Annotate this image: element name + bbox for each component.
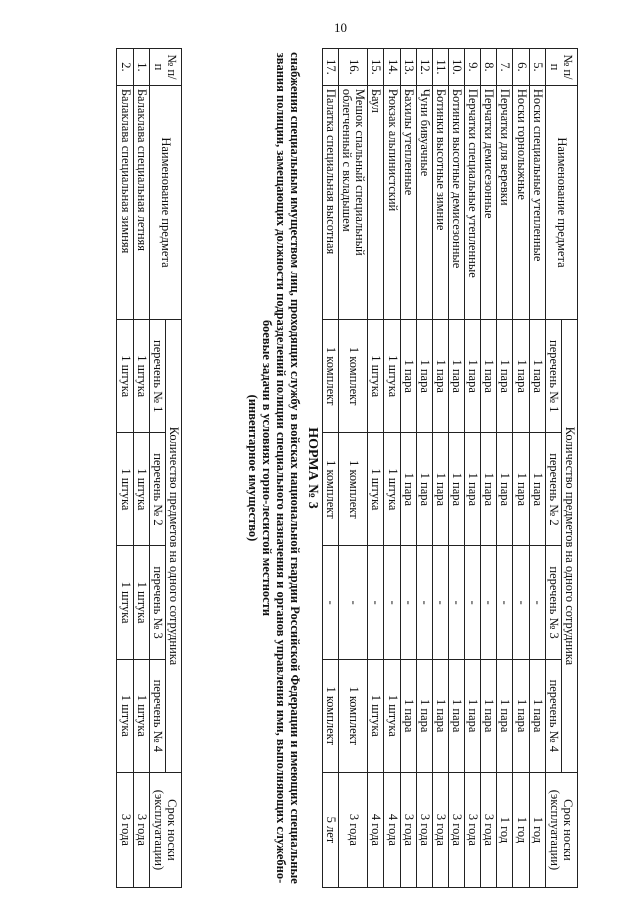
cell-term: 4 года: [368, 772, 384, 887]
header-term: Срок носки (эксплуатации): [149, 772, 181, 887]
header-list1: перечень № 1: [545, 320, 561, 433]
norm-table-3: [117, 48, 183, 888]
header-list1: перечень № 1: [149, 320, 165, 433]
cell-term: 3 года: [416, 772, 432, 887]
cell-list3: -: [497, 546, 513, 659]
cell-name: Перчатки демисезонные: [481, 85, 497, 319]
cell-num: 16.: [339, 49, 368, 86]
table-row: [449, 49, 465, 888]
cell-list1: 1 пара: [465, 320, 481, 433]
cell-num: 2.: [117, 49, 133, 86]
header-name: Наименование предмета: [545, 85, 577, 319]
cell-list2: 1 пара: [497, 433, 513, 546]
cell-list1: 1 штука: [117, 320, 133, 433]
cell-list1: 1 пара: [529, 320, 545, 433]
cell-list1: 1 штука: [384, 320, 400, 433]
cell-num: 17.: [323, 49, 339, 86]
header-name: Наименование предмета: [149, 85, 181, 319]
cell-name: Рюкзак альпинистский: [384, 85, 400, 319]
cell-list1: 1 пара: [432, 320, 448, 433]
norma-heading: [246, 48, 320, 888]
cell-num: 13.: [400, 49, 416, 86]
cell-list1: 1 пара: [449, 320, 465, 433]
cell-term: 1 год: [529, 772, 545, 887]
cell-term: 3 года: [449, 772, 465, 887]
table2-body: [117, 49, 149, 888]
cell-list2: 1 штука: [384, 433, 400, 546]
cell-list1: 1 штука: [133, 320, 149, 433]
header-term: Срок носки (эксплуатации): [545, 772, 577, 887]
cell-list2: 1 пара: [481, 433, 497, 546]
header-qty-group: Количество предметов на одного сотрудника: [165, 320, 181, 773]
cell-list3: -: [339, 546, 368, 659]
header-list3: перечень № 3: [149, 546, 165, 659]
table-row: [384, 49, 400, 888]
cell-list1: 1 пара: [513, 320, 529, 433]
cell-list4: 1 штука: [133, 659, 149, 772]
cell-num: 5.: [529, 49, 545, 86]
cell-name: Чуни бивуачные: [416, 85, 432, 319]
cell-list4: 1 пара: [481, 659, 497, 772]
cell-name: Носки специальные утепленные: [529, 85, 545, 319]
cell-term: 3 года: [339, 772, 368, 887]
cell-term: 3 года: [400, 772, 416, 887]
cell-list3: -: [513, 546, 529, 659]
cell-num: 11.: [432, 49, 448, 86]
cell-name: Носки горнолыжные: [513, 85, 529, 319]
cell-list2: 1 пара: [432, 433, 448, 546]
cell-list3: -: [368, 546, 384, 659]
header-num: № п/п: [545, 49, 577, 86]
cell-name: Палатка специальная высотная: [323, 85, 339, 319]
cell-list2: 1 штука: [133, 433, 149, 546]
table-row: [529, 49, 545, 888]
header-list2: перечень № 2: [149, 433, 165, 546]
cell-name: Ботинки высотные зимние: [432, 85, 448, 319]
cell-list3: -: [481, 546, 497, 659]
cell-list3: -: [432, 546, 448, 659]
table-row: [368, 49, 384, 888]
cell-term: 4 года: [384, 772, 400, 887]
cell-name: Баул: [368, 85, 384, 319]
cell-list1: 1 пара: [416, 320, 432, 433]
table-row: [323, 49, 339, 888]
cell-num: 10.: [449, 49, 465, 86]
cell-term: 3 года: [481, 772, 497, 887]
cell-name: Ботинки высотные демисезонные: [449, 85, 465, 319]
norma-body: снабжения специальным имуществом лиц, проходящих службу в войсках национальной гвардии Российской Федерации и имеющих специальные звания полиции, замещающих должности подразделений полиции специального назначения и органов управления ими, выполняющих служебно-боевые задачи в условиях горно-лесистой местности: [260, 52, 303, 884]
cell-term: 3 года: [432, 772, 448, 887]
cell-num: 6.: [513, 49, 529, 86]
cell-list3: -: [384, 546, 400, 659]
norma-sub: (инвентарное имущество): [246, 394, 261, 542]
table-row: [400, 49, 416, 888]
cell-term: 3 года: [465, 772, 481, 887]
norma-title: НОРМА № 3: [305, 427, 320, 509]
cell-list2: 1 комплект: [339, 433, 368, 546]
cell-list1: 1 комплект: [339, 320, 368, 433]
header-list4: перечень № 4: [545, 659, 561, 772]
cell-term: 3 года: [117, 772, 133, 887]
cell-list4: 1 пара: [449, 659, 465, 772]
cell-term: 1 год: [513, 772, 529, 887]
cell-list4: 1 пара: [513, 659, 529, 772]
cell-list2: 1 штука: [368, 433, 384, 546]
cell-list3: -: [323, 546, 339, 659]
cell-list3: 1 штука: [133, 546, 149, 659]
cell-list4: 1 пара: [432, 659, 448, 772]
cell-list2: 1 пара: [449, 433, 465, 546]
cell-num: 9.: [465, 49, 481, 86]
cell-list1: 1 штука: [368, 320, 384, 433]
table-row: [432, 49, 448, 888]
cell-name: Перчатки специальные утепленные: [465, 85, 481, 319]
cell-term: 5 лет: [323, 772, 339, 887]
cell-term: 3 года: [133, 772, 149, 887]
cell-name: Балаклава специальная летняя: [133, 85, 149, 319]
cell-list2: 1 пара: [400, 433, 416, 546]
rotated-content: [68, 48, 578, 888]
cell-list4: 1 пара: [465, 659, 481, 772]
table-row: [481, 49, 497, 888]
header-list3: перечень № 3: [545, 546, 561, 659]
cell-list4: 1 штука: [117, 659, 133, 772]
cell-list3: -: [400, 546, 416, 659]
cell-num: 8.: [481, 49, 497, 86]
cell-list2: 1 пара: [529, 433, 545, 546]
norm-table-2: [322, 48, 578, 888]
cell-list1: 1 пара: [497, 320, 513, 433]
cell-list2: 1 пара: [416, 433, 432, 546]
cell-name: Бахилы утепленные: [400, 85, 416, 319]
cell-num: 12.: [416, 49, 432, 86]
table-row: [465, 49, 481, 888]
cell-list4: 1 пара: [416, 659, 432, 772]
cell-list4: 1 пара: [497, 659, 513, 772]
cell-num: 14.: [384, 49, 400, 86]
cell-name: Балаклава специальная зимняя: [117, 85, 133, 319]
cell-list3: -: [416, 546, 432, 659]
cell-num: 15.: [368, 49, 384, 86]
table-row: [513, 49, 529, 888]
table-row: [339, 49, 368, 888]
cell-term: 1 год: [497, 772, 513, 887]
cell-list2: 1 штука: [117, 433, 133, 546]
cell-list4: 1 пара: [400, 659, 416, 772]
header-list2: перечень № 2: [545, 433, 561, 546]
cell-name: Перчатки для веревки: [497, 85, 513, 319]
cell-list4: 1 пара: [529, 659, 545, 772]
cell-list2: 1 пара: [465, 433, 481, 546]
cell-list2: 1 пара: [513, 433, 529, 546]
cell-list1: 1 комплект: [323, 320, 339, 433]
cell-list3: 1 штука: [117, 546, 133, 659]
cell-list1: 1 пара: [481, 320, 497, 433]
cell-num: 7.: [497, 49, 513, 86]
page-number: 10: [334, 20, 347, 35]
table-row: [416, 49, 432, 888]
table-row: [133, 49, 149, 888]
cell-num: 1.: [133, 49, 149, 86]
table-row: [117, 49, 133, 888]
header-qty-group: Количество предметов на одного сотрудника: [561, 320, 577, 773]
header-list4: перечень № 4: [149, 659, 165, 772]
cell-list3: -: [449, 546, 465, 659]
cell-list4: 1 комплект: [339, 659, 368, 772]
table-row: [497, 49, 513, 888]
cell-list1: 1 пара: [400, 320, 416, 433]
cell-list4: 1 штука: [368, 659, 384, 772]
cell-list4: 1 штука: [384, 659, 400, 772]
cell-list3: -: [529, 546, 545, 659]
table1-body: [323, 49, 546, 888]
cell-list4: 1 комплект: [323, 659, 339, 772]
cell-list2: 1 комплект: [323, 433, 339, 546]
cell-list3: -: [465, 546, 481, 659]
cell-name: Мешок спальный специальный облегченный с вкладышем: [339, 85, 368, 319]
header-num: № п/п: [149, 49, 181, 86]
